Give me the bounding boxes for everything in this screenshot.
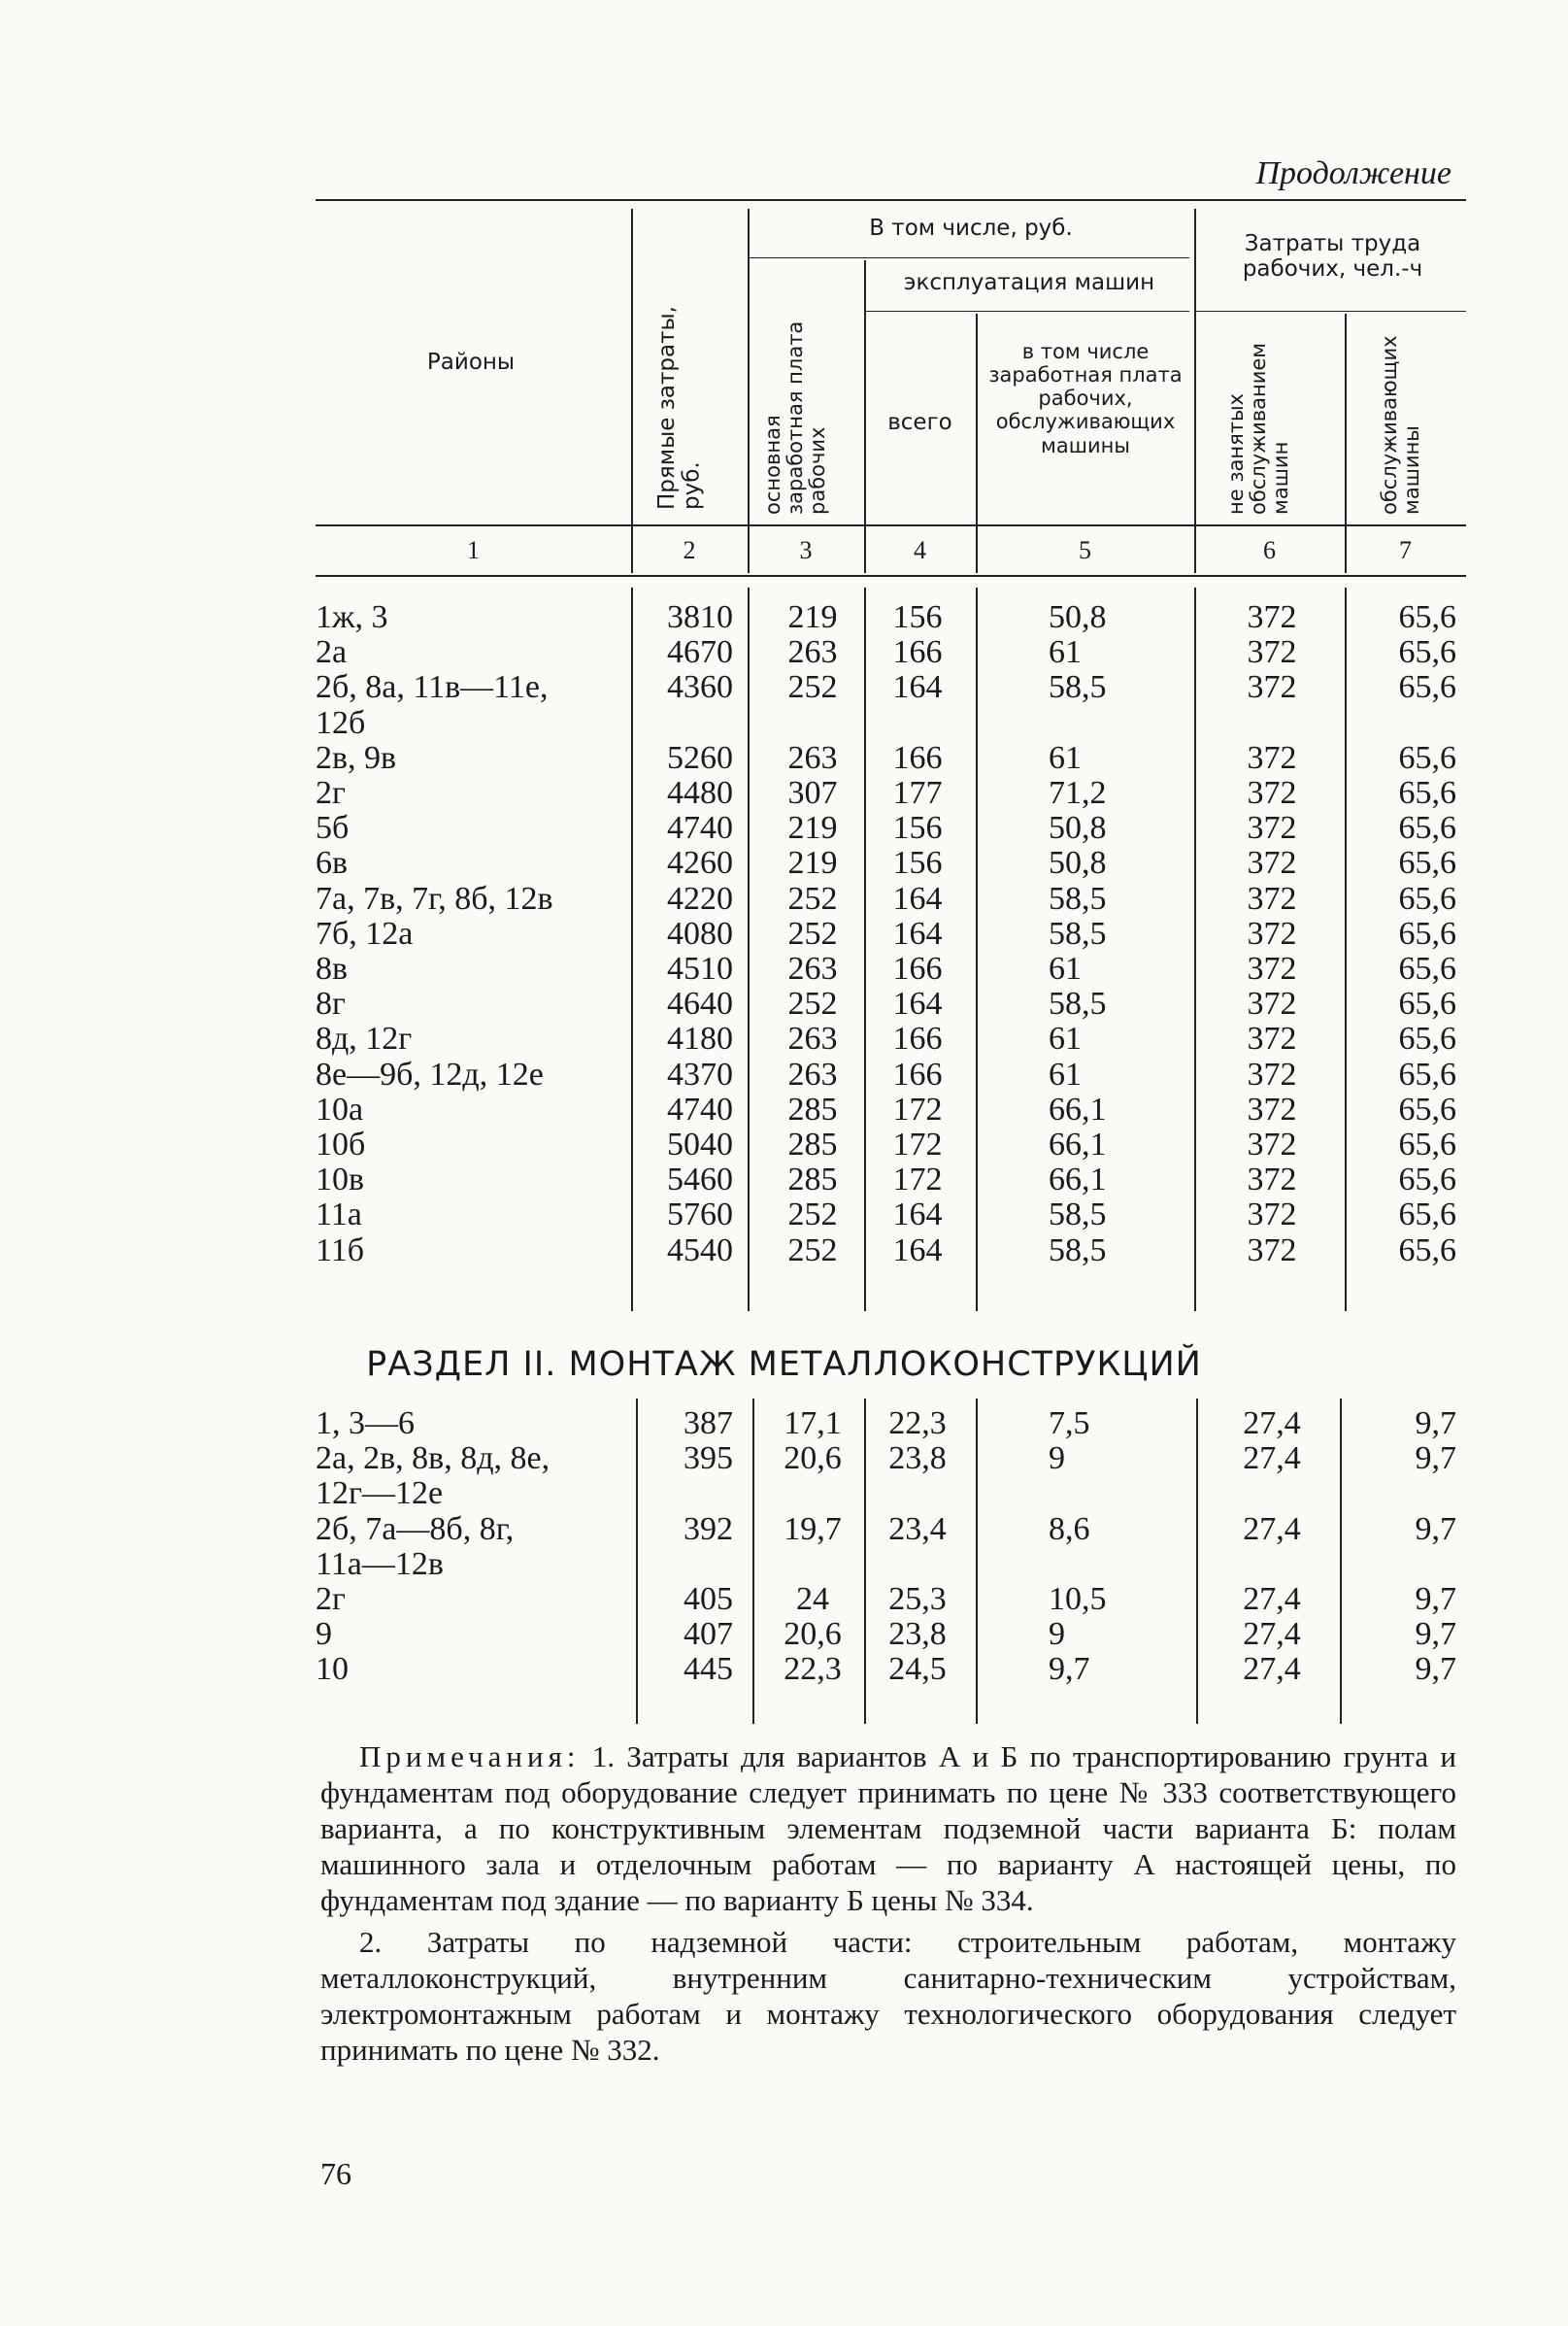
machine-total-cell: 164 (892, 669, 943, 706)
machine-wage-cell: 61 (1049, 634, 1082, 671)
region-cell: 8в (316, 951, 349, 987)
labor-machine-cell: 65,6 (1398, 775, 1456, 811)
labor-machine-cell: 65,6 (1398, 1231, 1456, 1268)
labor-not-machine-cell: 372 (1247, 599, 1297, 635)
direct-cost-cell: 4260 (667, 845, 733, 882)
base-wage-cell: 24 (796, 1581, 829, 1617)
labor-not-machine-cell: 372 (1247, 951, 1297, 987)
machine-wage-cell: 66,1 (1049, 1127, 1107, 1163)
labor-not-machine-cell: 27,4 (1243, 1616, 1301, 1653)
labor-not-machine-cell: 27,4 (1243, 1651, 1301, 1688)
direct-cost-cell: 3810 (667, 599, 733, 635)
table-row (0, 881, 1568, 916)
machine-wage-cell: 61 (1049, 1056, 1082, 1093)
labor-machine-cell: 65,6 (1398, 1127, 1456, 1163)
labor-not-machine-cell: 372 (1247, 1091, 1297, 1128)
section-title: РАЗДЕЛ II. МОНТАЖ МЕТАЛЛОКОНСТРУКЦИЙ (366, 1345, 1202, 1384)
region-cell: 2г (316, 1581, 346, 1617)
base-wage-cell: 307 (787, 775, 838, 811)
direct-cost-cell: 4360 (667, 669, 733, 706)
labor-not-machine-cell: 372 (1247, 1197, 1297, 1233)
region-cell: 10а (316, 1091, 364, 1128)
header-incl-wage: в том числе заработная плата рабочих, обслуживающих машины (988, 340, 1183, 457)
table-row (0, 1127, 1568, 1162)
labor-not-machine-cell: 372 (1247, 634, 1297, 671)
base-wage-cell: 219 (787, 810, 838, 847)
table-row (0, 1581, 1568, 1616)
labor-not-machine-cell: 372 (1247, 1162, 1297, 1198)
direct-cost-cell: 395 (684, 1440, 733, 1477)
labor-machine-cell: 65,6 (1398, 634, 1456, 671)
table-row (0, 1651, 1568, 1686)
table-row (0, 669, 1568, 704)
colnum-6: 6 (1263, 536, 1276, 564)
region-cell: 11а (316, 1197, 362, 1233)
base-wage-cell: 19,7 (784, 1510, 842, 1547)
labor-not-machine-cell: 372 (1247, 915, 1297, 952)
labor-machine-cell: 9,7 (1415, 1405, 1456, 1441)
labor-not-machine-cell: 372 (1247, 669, 1297, 706)
header-direct-costs: Прямые затраты, руб. (654, 306, 705, 510)
header-top-rule (316, 199, 1466, 201)
region-cell: 11б (316, 1231, 365, 1268)
direct-cost-cell: 4640 (667, 986, 733, 1023)
labor-not-machine-cell: 372 (1247, 1056, 1297, 1093)
direct-cost-cell: 4510 (667, 951, 733, 987)
machine-total-cell: 164 (892, 1197, 943, 1233)
table-row (0, 740, 1568, 775)
base-wage-cell: 263 (787, 1056, 838, 1093)
direct-cost-cell: 387 (684, 1405, 733, 1441)
direct-cost-cell: 4740 (667, 1091, 733, 1128)
labor-machine-cell: 65,6 (1398, 1056, 1456, 1093)
base-wage-cell: 17,1 (784, 1405, 842, 1441)
machine-wage-cell: 58,5 (1049, 915, 1107, 952)
colnum-bottom-rule (316, 575, 1466, 577)
labor-machine-cell: 65,6 (1398, 739, 1456, 776)
header-labor: Затраты труда рабочих, чел.-ч (1242, 231, 1423, 283)
base-wage-cell: 252 (787, 915, 838, 952)
base-wage-cell: 285 (787, 1162, 838, 1198)
labor-not-machine-cell: 27,4 (1243, 1581, 1301, 1617)
base-wage-cell: 263 (787, 951, 838, 987)
base-wage-cell: 22,3 (784, 1651, 842, 1688)
page-number: 76 (320, 2156, 351, 2191)
direct-cost-cell: 5040 (667, 1127, 733, 1163)
labor-not-machine-cell: 372 (1247, 845, 1297, 882)
base-wage-cell: 219 (787, 845, 838, 882)
machine-wage-cell: 66,1 (1049, 1091, 1107, 1128)
table-row (0, 1440, 1568, 1475)
machine-wage-cell: 58,5 (1049, 1231, 1107, 1268)
base-wage-cell: 263 (787, 1021, 838, 1058)
machine-wage-cell: 58,5 (1049, 1197, 1107, 1233)
labor-machine-cell: 65,6 (1398, 951, 1456, 987)
labor-machine-cell: 9,7 (1415, 1651, 1456, 1688)
header-regions: Районы (426, 350, 516, 375)
direct-cost-cell: 445 (684, 1651, 733, 1688)
machine-wage-cell: 71,2 (1049, 775, 1107, 811)
machine-total-cell: 172 (892, 1162, 943, 1198)
table-row (0, 775, 1568, 810)
region-cell: 2б, 7а—8б, 8г, (316, 1510, 515, 1547)
machine-total-cell: 156 (892, 599, 943, 635)
table-row (0, 1405, 1568, 1440)
region-cell: 8г (316, 986, 346, 1023)
region-cell: 8е—9б, 12д, 12е (316, 1056, 544, 1093)
direct-cost-cell: 5260 (667, 739, 733, 776)
region-cell: 9 (316, 1616, 332, 1653)
base-wage-cell: 285 (787, 1091, 838, 1128)
region-cell: 1ж, 3 (316, 599, 388, 635)
base-wage-cell: 252 (787, 669, 838, 706)
machine-total-cell: 22,3 (888, 1405, 947, 1441)
direct-cost-cell: 4670 (667, 634, 733, 671)
machine-wage-cell: 9,7 (1049, 1651, 1090, 1688)
machine-wage-cell: 50,8 (1049, 599, 1107, 635)
table-row (0, 1616, 1568, 1651)
table-row (0, 916, 1568, 951)
machine-wage-cell: 61 (1049, 951, 1082, 987)
labor-machine-cell: 9,7 (1415, 1581, 1456, 1617)
table-row (0, 705, 1568, 740)
machine-wage-cell: 50,8 (1049, 845, 1107, 882)
vrule-1 (631, 209, 633, 573)
colnum-1: 1 (467, 536, 480, 564)
machine-total-cell: 164 (892, 880, 943, 917)
table-row (0, 1511, 1568, 1546)
machine-total-cell: 25,3 (888, 1581, 947, 1617)
machine-total-cell: 166 (892, 634, 943, 671)
header-total: всего (887, 410, 952, 435)
note-2: 2. Затраты по надземной части: строительным работам, монтажу металлоконструкций, внутренним санитарно-техническим устройствам, электромонтажным работам и монтажу технологического оборудования следует принимать по цене № 332. (320, 1925, 1456, 2067)
region-cell: 2г (316, 775, 346, 811)
table-row (0, 1475, 1568, 1510)
vrule-6 (1345, 314, 1347, 573)
labor-machine-cell: 65,6 (1398, 845, 1456, 882)
machine-total-cell: 177 (892, 775, 943, 811)
header-machine-op: эксплуатация машин (903, 270, 1155, 295)
direct-cost-cell: 392 (684, 1510, 733, 1547)
table-row (0, 810, 1568, 845)
region-cell: 6в (316, 845, 349, 882)
labor-not-machine-cell: 372 (1247, 1231, 1297, 1268)
region-cell: 7а, 7в, 7г, 8б, 12в (316, 880, 553, 917)
machine-wage-cell: 61 (1049, 1021, 1082, 1058)
region-cell: 11а—12в (316, 1545, 444, 1582)
table-row (0, 1546, 1568, 1581)
machine-total-cell: 164 (892, 1231, 943, 1268)
machine-total-cell: 166 (892, 1056, 943, 1093)
base-wage-cell: 252 (787, 1197, 838, 1233)
table-row (0, 599, 1568, 634)
labor-machine-cell: 65,6 (1398, 1197, 1456, 1233)
region-cell: 12г—12е (316, 1475, 444, 1512)
table-row (0, 1092, 1568, 1127)
vrule-3 (864, 260, 866, 573)
machine-total-cell: 24,5 (888, 1651, 947, 1688)
header-subrule-1 (748, 257, 1189, 258)
machine-total-cell: 172 (892, 1127, 943, 1163)
base-wage-cell: 285 (787, 1127, 838, 1163)
direct-cost-cell: 4540 (667, 1231, 733, 1268)
region-cell: 7б, 12а (316, 915, 414, 952)
region-cell: 2а, 2в, 8в, 8д, 8е, (316, 1440, 550, 1477)
header-subrule-3 (1194, 311, 1466, 312)
labor-machine-cell: 65,6 (1398, 880, 1456, 917)
labor-not-machine-cell: 372 (1247, 880, 1297, 917)
direct-cost-cell: 4480 (667, 775, 733, 811)
machine-wage-cell: 66,1 (1049, 1162, 1107, 1198)
region-cell: 2б, 8а, 11в—11е, (316, 669, 549, 706)
region-cell: 10в (316, 1162, 365, 1198)
machine-total-cell: 156 (892, 810, 943, 847)
notes-label: Примечания: (359, 1739, 581, 1773)
header-incl: В том числе, руб. (869, 216, 1073, 241)
machine-total-cell: 164 (892, 986, 943, 1023)
base-wage-cell: 20,6 (784, 1440, 842, 1477)
machine-wage-cell: 8,6 (1049, 1510, 1090, 1547)
table-row (0, 951, 1568, 986)
labor-machine-cell: 65,6 (1398, 986, 1456, 1023)
machine-total-cell: 164 (892, 915, 943, 952)
colnum-4: 4 (914, 536, 926, 564)
machine-wage-cell: 58,5 (1049, 669, 1107, 706)
labor-machine-cell: 65,6 (1398, 1021, 1456, 1058)
machine-wage-cell: 9 (1049, 1440, 1065, 1477)
direct-cost-cell: 4180 (667, 1021, 733, 1058)
region-cell: 2а (316, 634, 348, 671)
header-subrule-2 (864, 311, 1189, 312)
labor-not-machine-cell: 27,4 (1243, 1405, 1301, 1441)
base-wage-cell: 20,6 (784, 1616, 842, 1653)
table-row (0, 845, 1568, 880)
machine-wage-cell: 58,5 (1049, 880, 1107, 917)
region-cell: 2в, 9в (316, 739, 397, 776)
labor-not-machine-cell: 372 (1247, 986, 1297, 1023)
direct-cost-cell: 4370 (667, 1056, 733, 1093)
vrule-4 (976, 314, 978, 573)
table-row (0, 1021, 1568, 1056)
machine-total-cell: 172 (892, 1091, 943, 1128)
machine-total-cell: 166 (892, 739, 943, 776)
labor-not-machine-cell: 372 (1247, 1021, 1297, 1058)
machine-wage-cell: 50,8 (1049, 810, 1107, 847)
machine-wage-cell: 7,5 (1049, 1405, 1090, 1441)
labor-machine-cell: 65,6 (1398, 599, 1456, 635)
table-row (0, 1197, 1568, 1231)
table-row (0, 634, 1568, 669)
machine-total-cell: 166 (892, 951, 943, 987)
colnum-2: 2 (683, 536, 696, 564)
base-wage-cell: 252 (787, 986, 838, 1023)
machine-wage-cell: 61 (1049, 739, 1082, 776)
direct-cost-cell: 4220 (667, 880, 733, 917)
base-wage-cell: 219 (787, 599, 838, 635)
region-cell: 10б (316, 1127, 366, 1163)
labor-machine-cell: 65,6 (1398, 915, 1456, 952)
machine-total-cell: 23,8 (888, 1616, 947, 1653)
header-machine-serv: обслуживающих машины (1378, 335, 1424, 515)
notes (320, 1738, 1456, 2068)
labor-machine-cell: 9,7 (1415, 1440, 1456, 1477)
machine-wage-cell: 10,5 (1049, 1581, 1107, 1617)
labor-machine-cell: 65,6 (1398, 1091, 1456, 1128)
note-1 (320, 1738, 1456, 1918)
labor-not-machine-cell: 372 (1247, 1127, 1297, 1163)
region-cell: 10 (316, 1651, 349, 1688)
direct-cost-cell: 4740 (667, 810, 733, 847)
labor-machine-cell: 9,7 (1415, 1510, 1456, 1547)
machine-total-cell: 23,4 (888, 1510, 947, 1547)
vrule-5 (1194, 209, 1196, 573)
vrule-2 (748, 209, 750, 573)
table-row (0, 986, 1568, 1021)
labor-machine-cell: 65,6 (1398, 810, 1456, 847)
header-base-wage: основная заработная плата рабочих (761, 320, 830, 515)
labor-machine-cell: 9,7 (1415, 1616, 1456, 1653)
labor-machine-cell: 65,6 (1398, 1162, 1456, 1198)
colnum-5: 5 (1079, 536, 1091, 564)
labor-not-machine-cell: 372 (1247, 810, 1297, 847)
direct-cost-cell: 5760 (667, 1197, 733, 1233)
table-row (0, 1232, 1568, 1267)
colnum-3: 3 (799, 536, 813, 564)
region-cell: 5б (316, 810, 350, 847)
region-cell: 1, 3—6 (316, 1405, 415, 1441)
machine-wage-cell: 58,5 (1049, 986, 1107, 1023)
direct-cost-cell: 405 (684, 1581, 733, 1617)
labor-machine-cell: 65,6 (1398, 669, 1456, 706)
base-wage-cell: 263 (787, 634, 838, 671)
base-wage-cell: 252 (787, 1231, 838, 1268)
labor-not-machine-cell: 27,4 (1243, 1440, 1301, 1477)
base-wage-cell: 263 (787, 739, 838, 776)
labor-not-machine-cell: 27,4 (1243, 1510, 1301, 1547)
table-row (0, 1057, 1568, 1092)
header-bottom-rule (316, 524, 1466, 526)
direct-cost-cell: 407 (684, 1616, 733, 1653)
region-cell: 8д, 12г (316, 1021, 413, 1058)
machine-wage-cell: 9 (1049, 1616, 1065, 1653)
direct-cost-cell: 5460 (667, 1162, 733, 1198)
continuation-label: Продолжение (1255, 155, 1451, 191)
table-row (0, 1162, 1568, 1197)
labor-not-machine-cell: 372 (1247, 775, 1297, 811)
note-1-text: 1. Затраты для вариантов А и Б по транспортированию грунта и фундаментам под оборудование следует принимать по цене № 333 соответствующего варианта, а по конструктивным элементам подземной части варианта Б: полам машинного зала и отделочным работам — по варианту А настоящей цены, по фундаментам под здание — по варианту Б цены № 334. (320, 1739, 1456, 1917)
direct-cost-cell: 4080 (667, 915, 733, 952)
region-cell: 12б (316, 704, 366, 741)
machine-total-cell: 156 (892, 845, 943, 882)
labor-not-machine-cell: 372 (1247, 739, 1297, 776)
colnum-7: 7 (1399, 536, 1412, 564)
machine-total-cell: 166 (892, 1021, 943, 1058)
header-not-machine: не занятых обслуживанием машин (1224, 342, 1293, 515)
base-wage-cell: 252 (787, 880, 838, 917)
machine-total-cell: 23,8 (888, 1440, 947, 1477)
